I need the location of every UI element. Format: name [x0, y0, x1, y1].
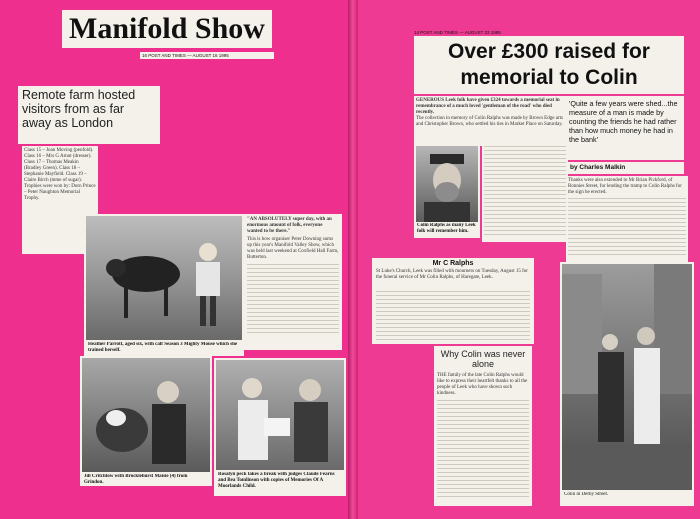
colin-portrait-photo — [416, 146, 478, 222]
left-headline: Manifold Show — [69, 12, 265, 45]
photo-1-clip — [84, 214, 244, 356]
right-column-text: Thanks were also extended to Mr Brian Pickford, of Ronnies Street, for lending the tramp to Colin Ralphs for the sign he erected. — [568, 178, 682, 195]
portrait-clip — [414, 144, 480, 238]
right-second-column — [566, 176, 688, 264]
pull-quote: 'Quite a few years were shed...the measure of a man is made by counting the friends he had rather than how much money he had in the bank' — [569, 99, 678, 144]
thanks-title: Why Colin was never alone — [440, 349, 526, 369]
thanks-text: THE family of the late Colin Ralphs would like to express their heartfelt thanks to all the people of Leek who have shown such kindness. — [437, 373, 528, 396]
woman-with-cow-photo — [82, 358, 210, 472]
obituary-clip — [372, 258, 534, 344]
left-headline-clip — [62, 10, 272, 48]
quote-clip — [566, 96, 684, 160]
left-article-body: This is how organiser Peter Downing sums up this year's Manifold Valley Show, which was held last weekend at Coxfield Hall Farm, Butterton. — [247, 237, 339, 260]
photo-2-caption: Jill Critchlow with Brocklehurst Maisie (4) from Grindon. — [84, 474, 188, 485]
right-article-column-lines — [484, 146, 566, 236]
street-photo-clip — [560, 262, 694, 506]
left-article-heading: Remote farm hosted visitors from as far away as London — [22, 88, 136, 130]
calf-and-girl-illustration — [86, 216, 242, 340]
left-article-text — [244, 214, 342, 350]
thanks-lines — [437, 400, 529, 500]
street-scene-illustration — [562, 264, 692, 490]
portrait-caption: Colin Ralphs as many Leek folk will remember him. — [417, 223, 476, 234]
right-second-column-lines — [568, 198, 686, 256]
left-article-lead: "AN ABSOLUTELY super day, with an enormous amount of folk, everyone wanted to be there." — [247, 217, 332, 234]
photo-3-caption: Rosalyn peck takes a break with judges Claude Fearns and Bea Tomlinson with copies of Memories Of A Moorlands Child. — [218, 472, 335, 489]
right-intro-text: GENEROUS Leek folk have given £324 towards a memorial seat in remembrance of a much loved 'gentleman of the road' who died recently. — [416, 98, 560, 115]
street-photo-caption: Colin in Derby Street. — [564, 492, 609, 497]
photo-2-clip — [80, 356, 212, 486]
photo-1-caption: Heather Parrott, aged six, with calf Season 3 Mighty Mouse which she trained herself. — [88, 342, 238, 353]
left-results: Class 15 – Joan Moving (penfold). Class 16 – Mrs G Arnot (dresser). Class 17 – Thomas Meakin (Bradley Green). Class 18 – Stephanie Mayfield. Class 19 – Claire Birch (mme of sugar). Trophies were won by: Dorn Prince – Peter Naughton Memorial Trophy. — [24, 148, 96, 201]
derby-street-photo — [562, 264, 692, 490]
obituary-title: Mr C Ralphs — [432, 260, 474, 267]
obituary-text: St Luke's Church, Leek was filled with mourners on Tuesday, August 15 for the funeral service of Mr Colin Ralphs, of Haregate, Leek. — [376, 269, 528, 280]
judges-illustration — [216, 360, 344, 470]
colin-portrait-illustration — [416, 146, 478, 222]
byline: by Charles Malkin — [570, 164, 626, 171]
right-headline-clip — [414, 36, 684, 94]
woman-and-cow-illustration — [82, 358, 210, 472]
left-article-heading-clip — [18, 86, 160, 144]
right-article-column — [482, 144, 568, 242]
byline-clip — [566, 162, 684, 174]
scrapbook-spine — [348, 0, 358, 519]
left-strap: 16 POST AND TIMES — AUGUST 16 1995 — [140, 52, 274, 59]
obituary-lines — [376, 291, 530, 341]
right-headline: Over £300 raised for memorial to Colin — [448, 40, 650, 89]
right-article-intro — [414, 96, 568, 146]
right-body-text: The collection in memory of Colin Ralphs was made by Brown Edge arts and Christopher Brown, who settled his ties in Market Place on Saturday. — [416, 116, 563, 127]
thanks-clip — [434, 346, 532, 506]
right-strap: 14 POST AND TIMES — AUGUST 23 1995 — [414, 30, 501, 35]
photo-3-clip — [214, 358, 346, 496]
left-article-filler-lines — [247, 264, 339, 334]
girl-with-calf-photo — [86, 216, 242, 340]
judges-photo — [216, 360, 344, 470]
